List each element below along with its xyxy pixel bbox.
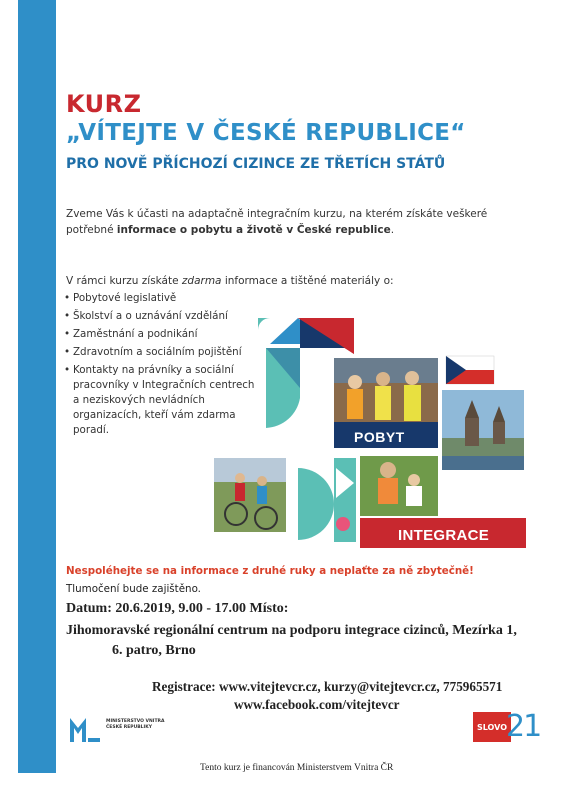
- translation-note: Tlumočení bude zajištěno.: [66, 583, 201, 595]
- list-item: • Zdravotním a sociálním pojištění: [64, 345, 264, 360]
- course-title: „VÍTEJTE V ČESKÉ REPUBLICE“: [66, 120, 466, 146]
- teal-half-circle: [298, 468, 334, 540]
- date-line: Datum: 20.6.2019, 9.00 - 17.00 Místo:: [66, 601, 289, 616]
- facebook-link: www.facebook.com/vitejtevcr: [234, 697, 400, 712]
- ministry-m-icon: [70, 718, 86, 742]
- blue-sidebar: [18, 0, 56, 773]
- list-item: • Pobytové legislativě: [64, 291, 264, 306]
- ministry-name: MINISTERSTVO VNITRA ČESKÉ REPUBLIKY: [106, 719, 165, 730]
- integrace-label: INTEGRACE: [398, 527, 490, 544]
- floor-line: 6. patro, Brno: [112, 643, 196, 658]
- warning-text: Nespoléhejte se na informace z druhé ruky a neplaťte za ně zbytečně!: [66, 565, 474, 577]
- slovo21-number: 21: [506, 709, 541, 744]
- pink-dot: [336, 517, 350, 531]
- footer-funding: Tento kurz je financován Ministerstvem Vnitra ČR: [200, 763, 394, 773]
- list-item: • Zaměstnání a podnikání: [64, 327, 264, 342]
- pobyt-label: POBYT: [354, 429, 405, 445]
- intro-paragraph: Zveme Vás k účasti na adaptačně integračním kurzu, na kterém získáte veškeré potřebné informace o pobytu a životě v České republice.: [66, 208, 488, 236]
- registration-line: Registrace: www.vitejtevcr.cz, kurzy@vitejtevcr.cz, 775965571: [152, 679, 503, 694]
- intro-bold: informace o pobytu a životě v České republice: [116, 224, 391, 236]
- course-lead: V rámci kurzu získáte zdarma informace a tištěné materiály o:: [66, 275, 394, 287]
- list-item: • Školství a o uznávání vzdělání: [64, 309, 264, 324]
- slovo-logo: SLOVO: [473, 712, 511, 742]
- venue-line: Jihomoravské regionální centrum na podporu integrace cizinců, Mezírka 1,: [66, 623, 517, 638]
- family-photo: [360, 456, 438, 516]
- course-subtitle: PRO NOVĚ PŘÍCHOZÍ CIZINCE ZE TŘETÍCH STÁTŮ: [66, 156, 446, 172]
- teal-corner-shape: [258, 318, 270, 330]
- kurz-heading: KURZ: [66, 90, 142, 118]
- list-item: • Kontakty na právníky a sociální pracovníky v Integračních centrech a neziskových nevládních organizacích, kteří vám zdarma poradí.: [64, 363, 264, 438]
